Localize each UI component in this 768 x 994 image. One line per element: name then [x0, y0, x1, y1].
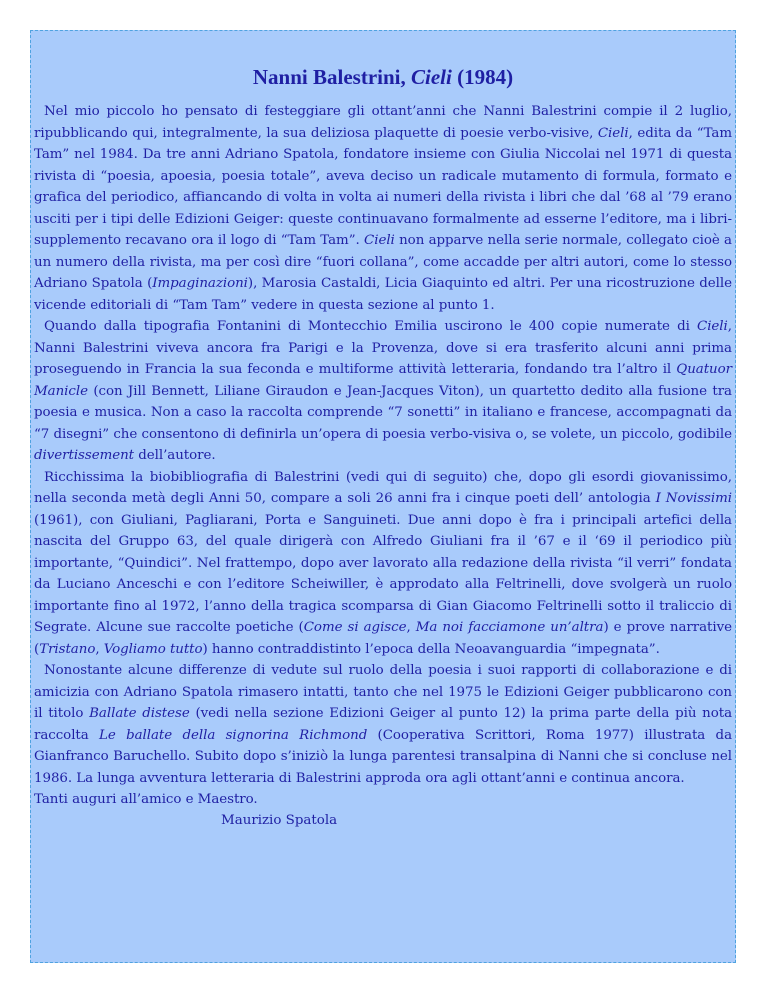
p1-text: , edita da “Tam Tam” nel 1984. Da tre anni Adriano Spatola, fondatore insieme con Giulia Niccolai nel 1971 di questa rivista di “poesia, apoesia, poesia totale”, aveva deciso un radicale mutamento di formula, formato e grafica del periodico, affiancando di volta in volta ai numeri della rivista i libri che dal ’68 al ’79 erano usciti per i tipi delle Edizioni Geiger: queste continuavano formalmente ad esserne l’editore, ma i libri-supplemento recavano ora il logo di “Tam Tam”.: [34, 125, 732, 248]
p4-italic: Ballate distese: [89, 706, 190, 721]
p2-italic: divertissement: [34, 448, 135, 463]
p4-text: (Cooperativa Scrittori, Roma 1977) illustrata da Gianfranco Baruchello. Subito dopo s’iniziò la lunga parentesi transalpina di Nanni che si concluse nel 1986. La lunga avventura letteraria di Balestrini approda ora agli ottant’anni e continua ancora.: [34, 727, 732, 786]
paragraph-2: [34, 316, 732, 467]
paragraph-3: [34, 467, 732, 661]
p1-italic: Cieli: [364, 233, 395, 248]
page-title: [31, 65, 735, 90]
article-body: [34, 101, 732, 811]
title-work: Cieli: [411, 65, 452, 89]
p1-italic: Impaginazioni: [152, 276, 248, 291]
p2-italic: Quatuor Manicle: [34, 362, 732, 399]
p3-text: Ricchissima la biobibliografia di Balestrini (vedi qui di seguito) che, dopo gli esordi giovanissimo, nella seconda metà degli Anni 50, compare a soli 26 anni fra i cinque poeti dell’ antologia: [34, 469, 732, 506]
p2-text: , Nanni Balestrini viveva ancora fra Parigi e la Provenza, dove si era trasferito alcuni anni prima proseguendo in Francia la sua feconda e multiforme attività letteraria, fondando tra l’altro il: [34, 319, 732, 377]
p3-italic: Come si agisce: [303, 620, 407, 635]
title-year: (1984): [457, 65, 514, 89]
p4-italic: Le ballate della signorina Richmond: [99, 727, 368, 743]
page-frame: [30, 30, 736, 963]
p3-text: (1961), con Giuliani, Pagliarani, Porta e Sanguineti. Due anni dopo è fra i principali artefici della nascita del Gruppo 63, del quale dirigerà con Alfredo Giuliani fra il ’67 e il ‘69 il periodico più importante, “Quindici”. Nel frattempo, dopo aver lavorato alla redazione della rivista “il verri” fondata da Luciano Anceschi e con l’editore Scheiwiller, è approdato alla Feltrinelli, dove svolgerà un ruolo importante fino al 1972, l’anno della tragica scomparsa di Gian Giacomo Feltrinelli sotto il traliccio di Segrate. Alcune sue raccolte poetiche (: [34, 512, 732, 635]
p3-italic: I Novissimi: [655, 491, 732, 506]
p1-text: non apparve nella serie normale, collegato cioè a un numero della rivista, ma per così dire “fuori collana”, come accadde per altri autori, come lo stesso Adriano Spatola (: [34, 233, 732, 291]
p3-italic: Ma noi facciamone un’altra: [415, 620, 604, 635]
p3-italic: Tristano: [39, 641, 96, 657]
p2-text: dell’autore.: [134, 448, 216, 463]
closing-line: Tanti auguri all’amico e Maestro.: [34, 792, 258, 807]
p2-text: Quando dalla tipografia Fontanini di Montecchio Emilia uscirono le 400 copie numerate di: [44, 319, 697, 334]
p2-text: (con Jill Bennett, Liliane Giraudon e Jean-Jacques Viton), un quartetto dedito alla fusione tra poesia e musica. Non a caso la raccolta comprende “7 sonetti” in italiano e francese, accompagnati da “7 disegni” che consentono di definirla un’opera di poesia verbo-visiva o, se volete, un piccolo, godibile: [34, 383, 732, 442]
p3-italic: Vogliamo tutto: [103, 641, 203, 657]
paragraph-4: [34, 660, 732, 789]
p1-text: Nel mio piccolo ho pensato di festeggiare gli ottant’anni che Nanni Balestrini compie il 2 luglio, ripubblicando qui, integralmente, la sua deliziosa plaquette di poesie verbo-visive,: [34, 104, 732, 141]
p3-text: ) e prove narrative (: [34, 620, 733, 657]
p1-italic: Cieli: [597, 125, 629, 141]
p4-text: Nonostante alcune differenze di vedute sul ruolo della poesia i suoi rapporti di collaborazione e di amicizia con Adriano Spatola rimasero intatti, tanto che nel 1975 le Edizioni Geiger pubblicarono con il titolo: [34, 663, 732, 721]
p3-text: ,: [95, 641, 104, 657]
p1-text: ), Marosia Castaldi, Licia Giaquinto ed altri. Per una ricostruzione delle vicende editoriali di “Tam Tam” vedere in questa sezione al punto 1.: [34, 276, 732, 313]
signature: Maurizio Spatola: [221, 813, 338, 828]
p3-text: ,: [406, 620, 416, 635]
p4-text: (vedi nella sezione Edizioni Geiger al punto 12) la prima parte della più nota raccolta: [34, 706, 733, 743]
p2-italic: Cieli: [697, 319, 728, 334]
paragraph-1: [34, 101, 732, 316]
title-author: Nanni Balestrini,: [252, 65, 406, 89]
p3-text: ) hanno contraddistinto l’epoca della Neoavanguardia “impegnata”.: [202, 641, 660, 657]
